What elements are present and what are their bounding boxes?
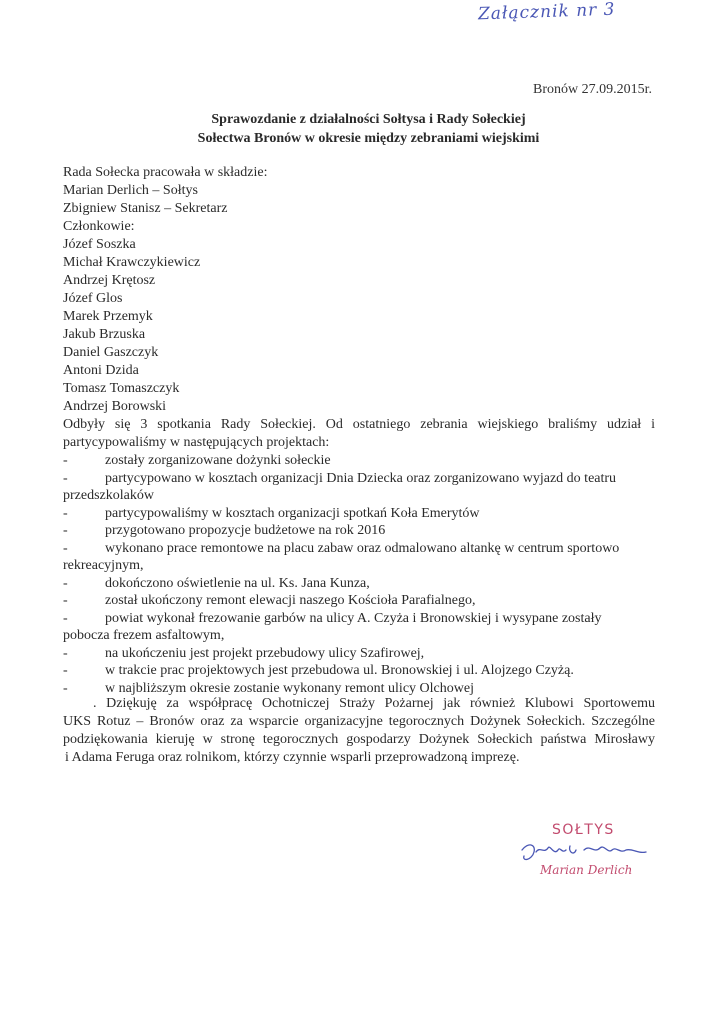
council-member: Andrzej Borowski (63, 399, 167, 414)
council-intro: Rada Sołecka pracowała w składzie: (63, 165, 268, 180)
handwritten-attachment-note: Załącznik nr 3 (477, 0, 616, 25)
list-item: - partycypowano w kosztach organizacji Dnia Dziecka oraz zorganizowano wyjazd do teatru przedszkolaków (63, 470, 617, 503)
list-item: - został ukończony remont elewacji naszego Kościoła Parafialnego, (63, 593, 476, 608)
list-item: - partycypowaliśmy w kosztach organizacji spotkań Koła Emerytów (63, 505, 480, 521)
list-item: - w najbliższym okresie zostanie wykonany remont ulicy Olchowej (63, 680, 474, 696)
stamp-title: SOŁTYS (552, 822, 615, 838)
list-item: - przygotowano propozycje budżetowe na rok 2016 (63, 523, 386, 538)
soltys-stamp (514, 818, 664, 883)
council-member: Józef Glos (63, 291, 123, 306)
thanks-paragraph (63, 695, 655, 767)
thanks-line-3: podziękowania kieruję w stronę tegorocznych gospodarzy Dożynek Sołeckich państwa Mirosławy (63, 732, 655, 747)
members-heading: Członkowie: (63, 219, 135, 234)
activity-list (63, 452, 659, 697)
council-member: Michał Krawczykiewicz (63, 255, 201, 270)
council-member: Andrzej Krętosz (63, 273, 156, 288)
title-line-1: Sprawozdanie z działalności Sołtysa i Rady Sołeckiej (211, 112, 526, 127)
list-item: - wykonano prace remontowe na placu zabaw oraz odmalowano altankę w centrum sportowo rekreacyjnym, (63, 540, 620, 573)
document-title (0, 110, 725, 148)
thanks-line-2: UKS Rotuz – Bronów oraz za wsparcie organizacyjne tegorocznych Dożynek Sołeckich. Szczególne (63, 714, 655, 729)
activity-line-2: partycypowaliśmy w następujących projektach: (63, 435, 330, 450)
thanks-line-1: . Dziękuję za współpracę Ochotniczej Straży Pożarnej jak również Klubowi Sportowemu (93, 696, 655, 711)
council-member: Józef Soszka (63, 237, 136, 252)
council-member: Jakub Brzuska (63, 327, 146, 342)
list-item: - dokończono oświetlenie na ul. Ks. Jana Kunza, (63, 575, 370, 591)
list-item: - powiat wykonał frezowanie garbów na ulicy A. Czyża i Bronowskiej i wysypane zostały pobocza frezem asfaltowym, (63, 610, 602, 643)
stamp-name: Marian Derlich (540, 863, 633, 877)
council-member: Daniel Gaszczyk (63, 345, 159, 360)
title-line-2: Sołectwa Bronów w okresie między zebraniami wiejskimi (197, 131, 540, 146)
thanks-line-4: i Adama Feruga oraz rolnikom, którzy czynnie wsparli przeprowadzoną imprezę. (65, 750, 520, 765)
council-member: Tomasz Tomaszczyk (63, 381, 180, 396)
list-item: - w trakcie prac projektowych jest przebudowa ul. Bronowskiej i ul. Alojzego Czyżą. (63, 663, 574, 678)
activity-paragraph (63, 416, 655, 452)
council-secretary: Zbigniew Stanisz – Sekretarz (63, 201, 228, 216)
list-item: - na ukończeniu jest projekt przebudowy ulicy Szafirowej, (63, 645, 425, 661)
council-member: Antoni Dzida (63, 363, 139, 378)
council-member: Marek Przemyk (63, 309, 153, 324)
document-date: Bronów 27.09.2015r. (533, 82, 652, 97)
council-composition (63, 164, 655, 416)
council-soltys: Marian Derlich – Sołtys (63, 183, 198, 198)
list-item: - zostały zorganizowane dożynki sołeckie (63, 453, 331, 468)
activity-line-1: Odbyły się 3 spotkania Rady Sołeckiej. Od ostatniego zebrania wiejskiego braliśmy udział i (63, 417, 655, 432)
